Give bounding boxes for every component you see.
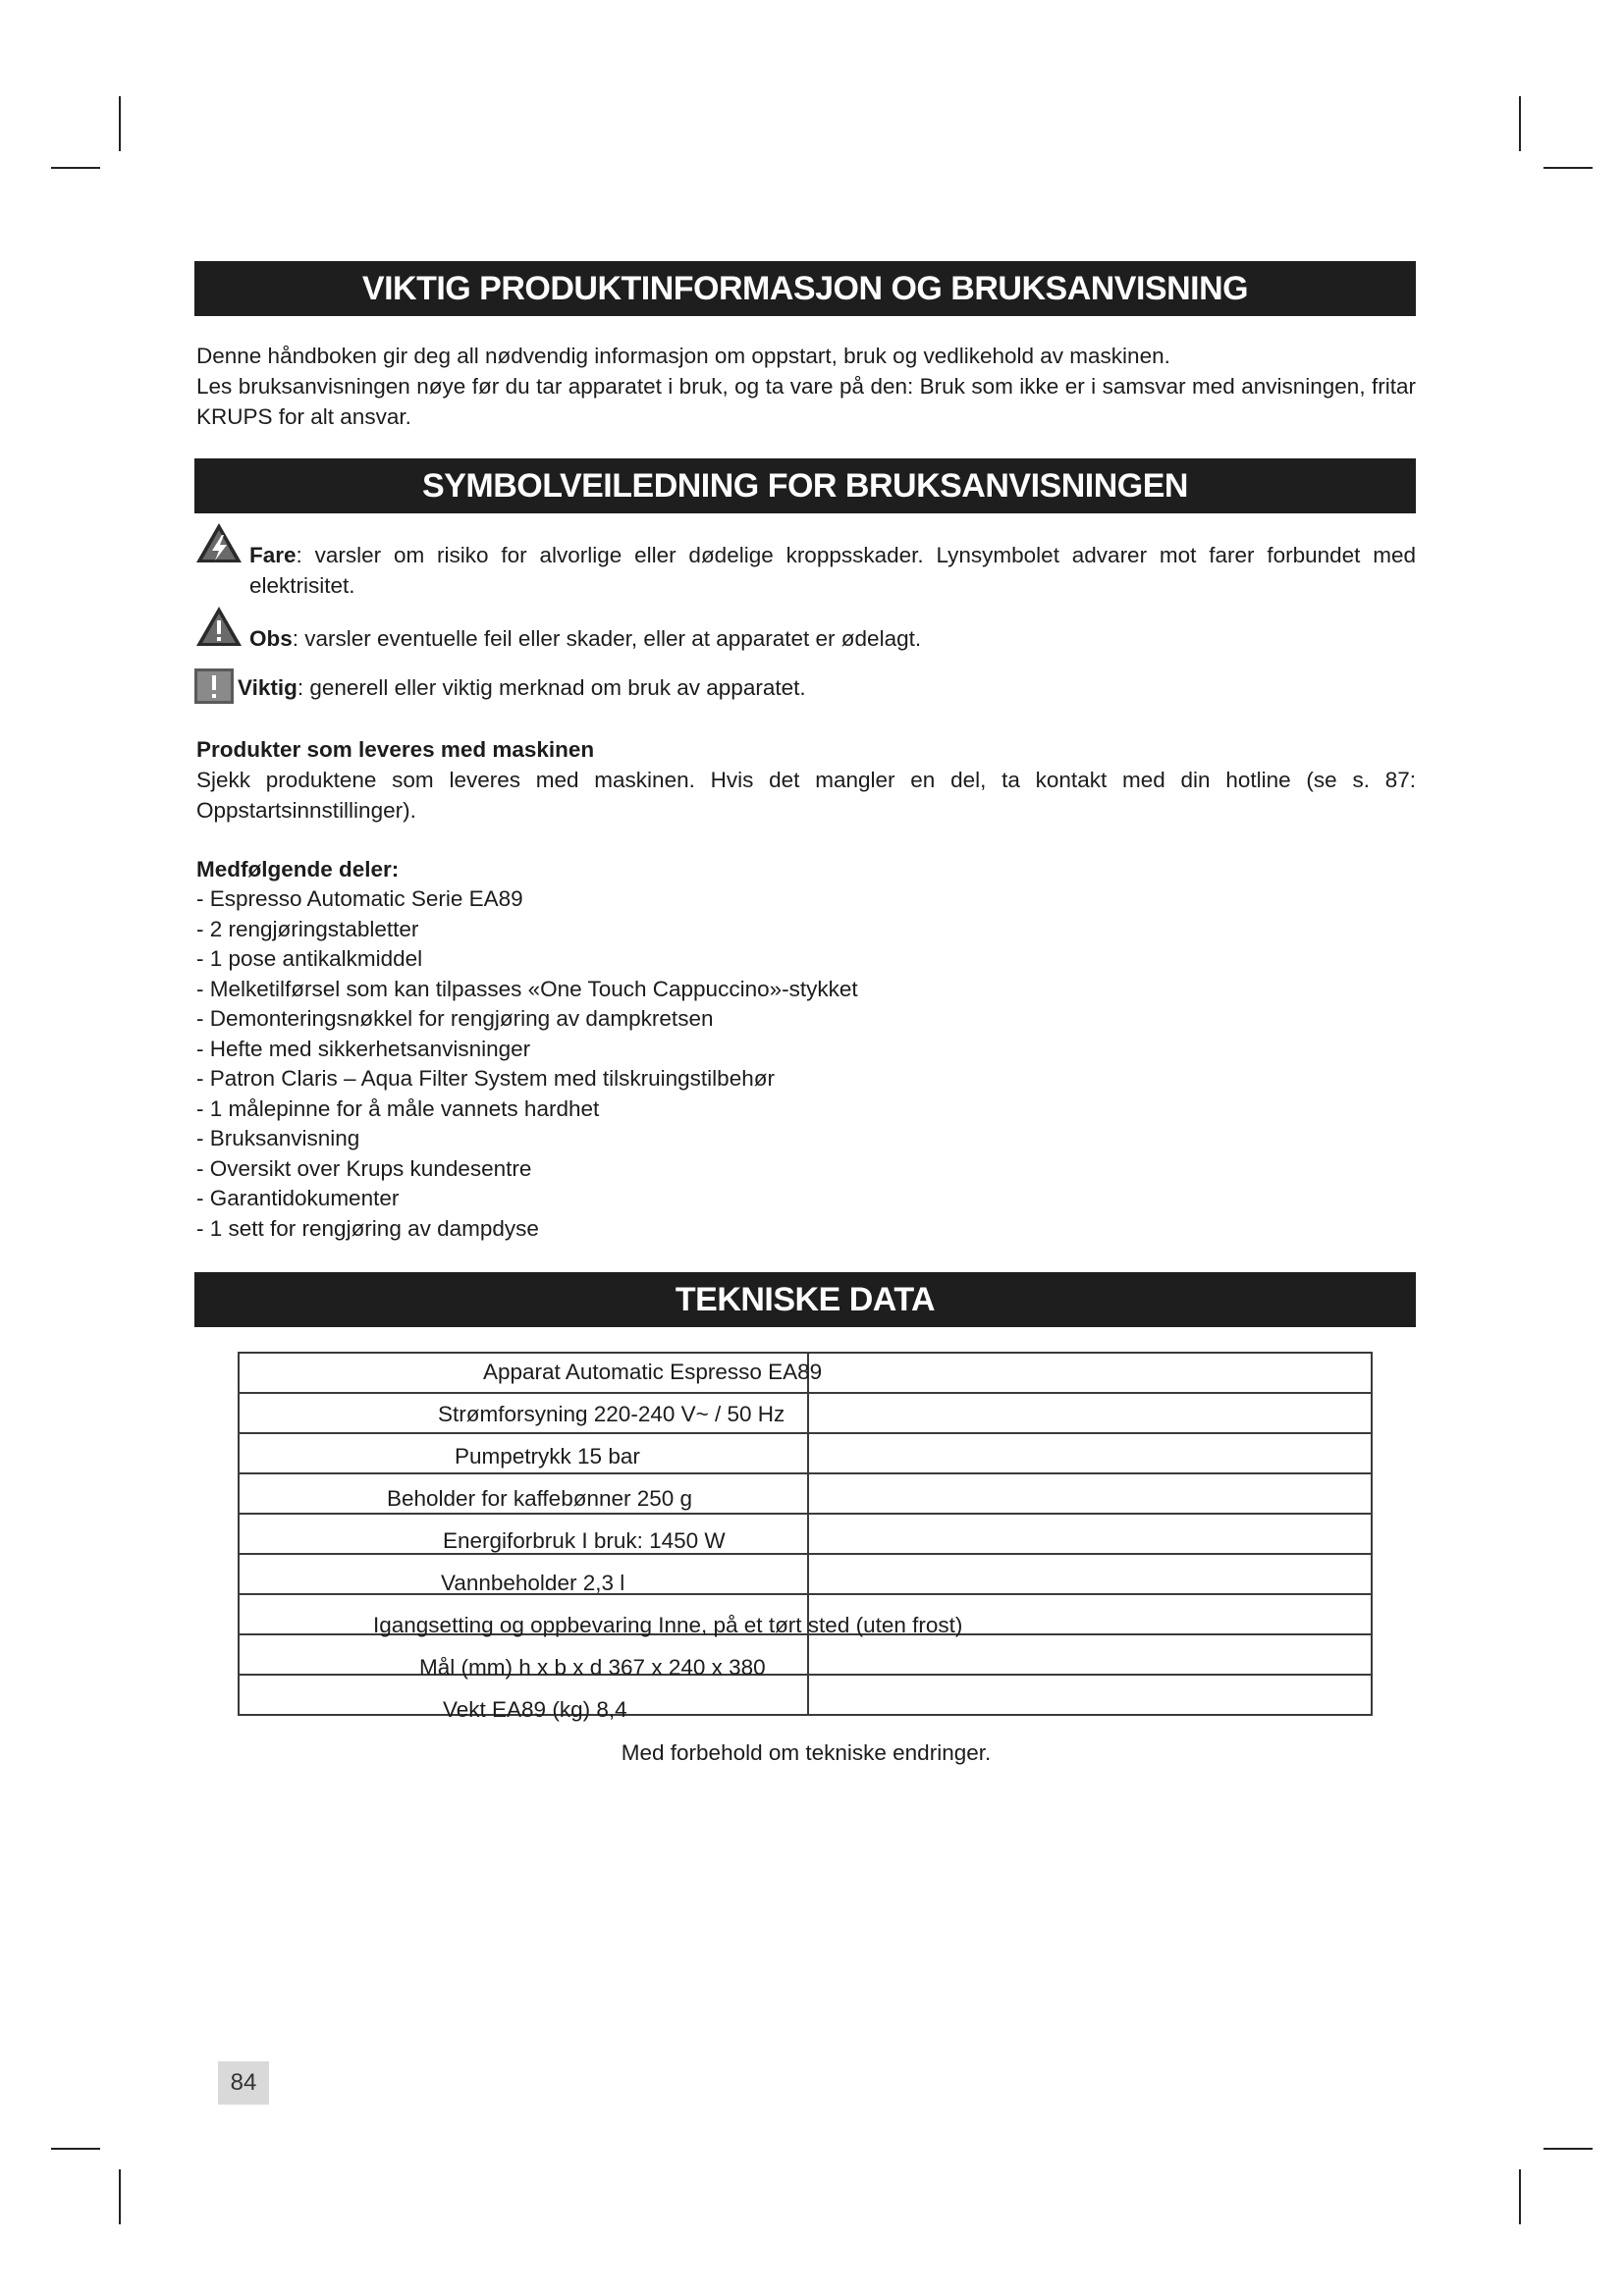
tech-table-cell [808,1353,1372,1393]
crop-mark [1519,2169,1521,2224]
symbol-obs-label: Obs [249,626,293,651]
crop-mark [119,2169,121,2224]
tech-table-row [239,1634,1372,1675]
page-number: 84 [218,2061,269,2105]
symbol-viktig-desc: : generell eller viktig merknad om bruk av apparatet. [297,675,806,700]
parts-list-item: - 1 pose antikalkmiddel [196,946,423,971]
crop-mark [1543,2148,1593,2150]
parts-list-item: - Hefte med sikkerhetsanvisninger [196,1036,531,1061]
tech-table-cell [808,1554,1372,1594]
symbol-fare-text [249,540,1416,601]
symbol-fare-desc: : varsler om risiko for alvorlige eller dødelige kroppsskader. Lynsymbolet advarer mot farer forbundet med elektrisitet. [249,543,1416,598]
section-title-product-info: VIKTIG PRODUKTINFORMASJON OG BRUKSANVISNING [194,261,1416,316]
symbol-viktig-text [238,672,806,703]
products-text: Sjekk produktene som leveres med maskinen. Hvis det mangler en del, ta kontakt med din hotline (se s. 87: Oppstartsinnstillinger). [196,768,1416,823]
symbol-row-viktig [194,668,1416,708]
intro-paragraph [196,341,1416,432]
symbol-row-fare [194,523,1416,602]
parts-list-item: - 1 sett for rengjøring av dampdyse [196,1215,539,1241]
parts-list-item: - 1 målepinne for å måle vannets hardhet [196,1095,600,1121]
section-title-tech-data: TEKNISKE DATA [194,1272,1416,1327]
tech-row-text: Igangsetting og oppbevaring Inne, på et tørt sted (uten frost) [373,1613,963,1637]
section-title-symbols: SYMBOLVEILEDNING FOR BRUKSANVISNINGEN [194,458,1416,513]
symbol-obs-desc: : varsler eventuelle feil eller skader, eller at apparatet er ødelagt. [292,626,922,651]
parts-list-item: - Espresso Automatic Serie EA89 [196,886,523,911]
tech-table-row [239,1433,1372,1473]
products-block [196,734,1416,826]
tech-row-text: Vekt EA89 (kg) 8,4 [443,1697,627,1722]
crop-mark [1543,167,1593,169]
tech-table-cell [808,1514,1372,1554]
products-heading: Produkter som leveres med maskinen [196,737,595,762]
tech-note: Med forbehold om tekniske endringer. [621,1740,992,1765]
intro-line-1: Denne håndboken gir deg all nødvendig informasjon om oppstart, bruk og vedlikehold av maskinen. [196,344,1170,368]
symbol-row-obs [194,605,1416,651]
symbol-fare-label: Fare [249,543,297,567]
tech-row-text: Vannbeholder 2,3 l [441,1571,625,1595]
tech-row-text: Mål (mm) h x b x d 367 x 240 x 380 [419,1655,766,1680]
tech-row-text: Beholder for kaffebønner 250 g [387,1486,693,1511]
tech-table-cell [808,1473,1372,1514]
tech-table-cell [808,1393,1372,1433]
tech-table-cell [808,1675,1372,1715]
tech-row-text: Apparat Automatic Espresso EA89 [483,1360,823,1384]
crop-mark [51,2148,100,2150]
tech-table-row [239,1675,1372,1715]
parts-list-item: - Oversikt over Krups kundesentre [196,1155,532,1181]
tech-row-text: Energiforbruk I bruk: 1450 W [443,1528,726,1553]
crop-mark [1519,96,1521,151]
tech-table-row [239,1393,1372,1433]
parts-list-item: - Melketilførsel som kan tilpasses «One Touch Cappuccino»-stykket [196,976,858,1001]
parts-list-item: - Patron Claris – Aqua Filter System med tilskruingstilbehør [196,1066,775,1091]
parts-list-item: - Garantidokumenter [196,1186,400,1210]
symbol-obs-text [249,623,921,654]
exclamation-warning-icon [194,605,244,648]
tech-data-table [238,1352,1373,1716]
parts-heading: Medfølgende deler: [196,857,400,881]
tech-table-cell [808,1433,1372,1473]
tech-row-text: Strømforsyning 220-240 V~ / 50 Hz [438,1402,785,1426]
important-note-icon [194,668,234,704]
tech-table-row [239,1514,1372,1554]
tech-row-text: Pumpetrykk 15 bar [455,1444,640,1468]
parts-list-item: - Demonteringsnøkkel for rengjøring av dampkretsen [196,1006,714,1031]
crop-mark [51,167,100,169]
symbol-viktig-label: Viktig [238,675,298,700]
parts-list [196,884,858,1244]
lightning-warning-icon [194,521,244,564]
intro-line-2: Les bruksanvisningen nøye før du tar apparatet i bruk, og ta vare på den: Bruk som ikke er i samsvar med anvisningen, fritar KRUPS for alt ansvar. [196,374,1416,429]
crop-mark [119,96,121,151]
tech-table-cell [808,1634,1372,1675]
parts-list-item: - Bruksanvisning [196,1126,360,1150]
parts-list-item: - 2 rengjøringstabletter [196,916,419,941]
tech-table-row [239,1554,1372,1594]
